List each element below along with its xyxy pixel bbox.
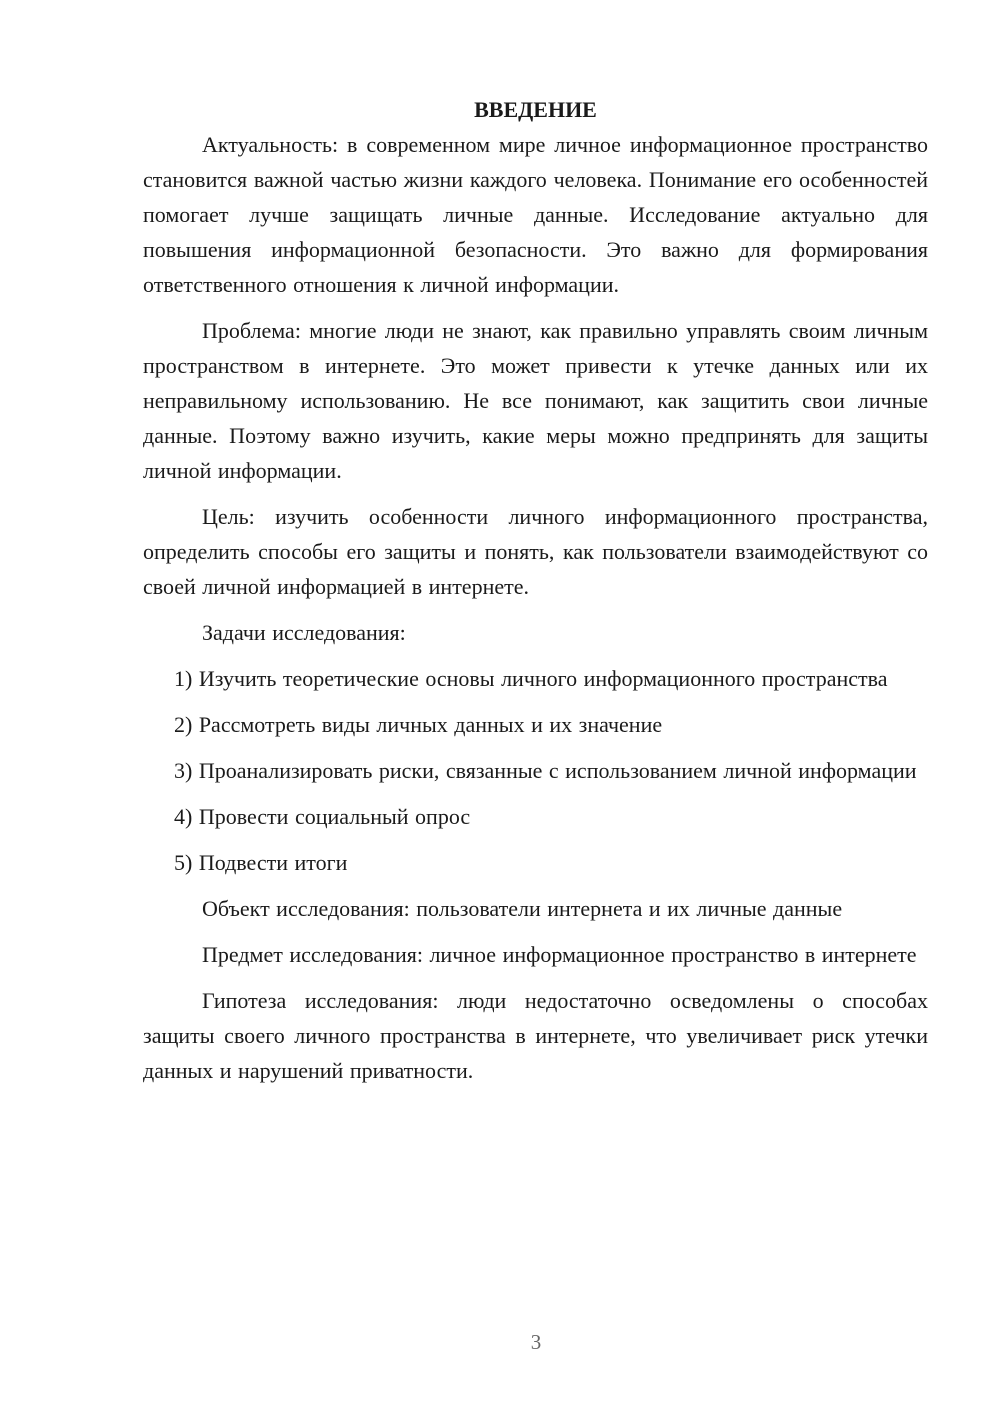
task-item-2: 2) Рассмотреть виды личных данных и их значение <box>174 712 663 737</box>
task-item-3: 3) Проанализировать риски, связанные с использованием личной информации <box>174 758 917 783</box>
document-page <box>143 92 928 1099</box>
tasks-heading: Задачи исследования: <box>202 620 406 645</box>
problem-paragraph: Проблема: многие люди не знают, как правильно управлять своим личным пространством в интернете. Это может привести к утечке данных или их неправильному использованию. Не все понимают, как защитить свои личные данные. Поэтому важно изучить, какие меры можно предпринять для защиты личной информации. <box>143 318 928 483</box>
object-paragraph: Объект исследования: пользователи интернета и их личные данные <box>202 896 843 921</box>
task-item-4: 4) Провести социальный опрос <box>174 804 471 829</box>
goal-paragraph: Цель: изучить особенности личного информационного пространства, определить способы его защиты и понять, как пользователи взаимодействуют со своей личной информацией в интернете. <box>143 504 928 599</box>
relevance-paragraph: Актуальность: в современном мире личное информационное пространство становится важной частью жизни каждого человека. Понимание его особенностей помогает лучше защищать личные данные. Исследование актуально для повышения информационной безопасности. Это важно для формирования ответственного отношения к личной информации. <box>143 132 928 297</box>
subject-paragraph: Предмет исследования: личное информационное пространство в интернете <box>202 942 917 967</box>
task-item-5: 5) Подвести итоги <box>174 850 348 875</box>
task-item-1: 1) Изучить теоретические основы личного информационного пространства <box>174 666 888 691</box>
page-number: 3 <box>530 1330 542 1354</box>
page-title: ВВЕДЕНИЕ <box>474 97 597 122</box>
hypothesis-paragraph: Гипотеза исследования: люди недостаточно осведомлены о способах защиты своего личного пространства в интернете, что увеличивает риск утечки данных и нарушений приватности. <box>143 988 928 1083</box>
